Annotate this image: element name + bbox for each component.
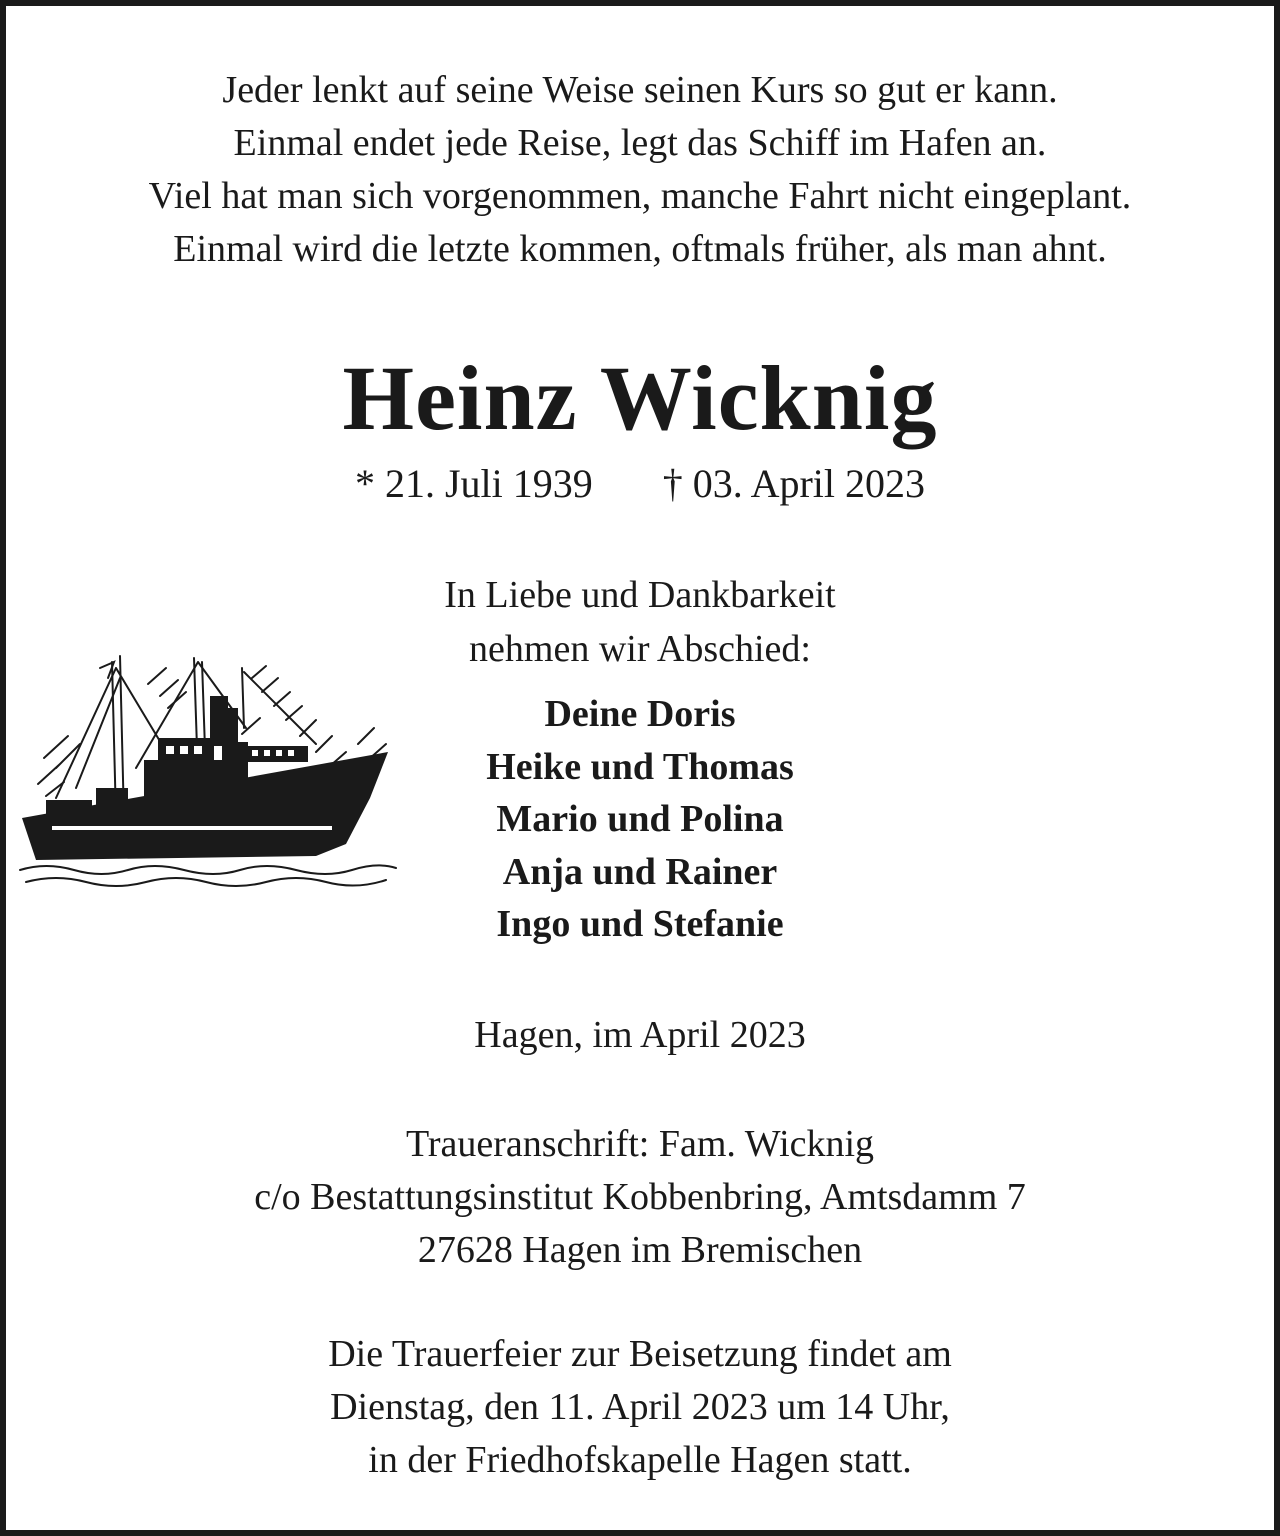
service-line: in der Friedhofskapelle Hagen statt. xyxy=(368,1439,912,1481)
service-line: Dienstag, den 11. April 2023 um 14 Uhr, xyxy=(330,1386,950,1428)
poem-line: Einmal wird die letzte kommen, oftmals früher, als man ahnt. xyxy=(173,228,1107,270)
place-date: Hagen, im April 2023 xyxy=(474,1014,806,1056)
family-member: Deine Doris xyxy=(544,693,736,735)
service-line: Die Trauerfeier zur Beisetzung findet am xyxy=(328,1333,952,1375)
family-member: Heike und Thomas xyxy=(486,745,794,788)
address-line: c/o Bestattungsinstitut Kobbenbring, Amtsdamm 7 xyxy=(254,1176,1026,1218)
poem-line: Jeder lenkt auf seine Weise seinen Kurs so gut er kann. xyxy=(222,69,1058,111)
farewell-intro-line: In Liebe und Dankbarkeit xyxy=(444,574,836,616)
death-date: † 03. April 2023 xyxy=(662,461,926,506)
address-line: Traueranschrift: Fam. Wicknig xyxy=(405,1123,875,1165)
family-member: Mario und Polina xyxy=(496,798,784,840)
poem-line: Einmal endet jede Reise, legt das Schiff im Hafen an. xyxy=(233,122,1047,164)
poem xyxy=(6,64,1274,276)
family-member: Anja und Rainer xyxy=(502,850,778,893)
funeral-service-info xyxy=(6,1328,1274,1487)
family-member: Ingo und Stefanie xyxy=(496,903,784,945)
deceased-name: Heinz Wicknig xyxy=(342,347,938,449)
farewell-intro-line: nehmen wir Abschied: xyxy=(469,628,811,670)
mourning-address xyxy=(6,1118,1274,1277)
life-dates xyxy=(6,458,1274,510)
address-line: 27628 Hagen im Bremischen xyxy=(417,1229,863,1271)
poem-line: Viel hat man sich vorgenommen, manche Fahrt nicht eingeplant. xyxy=(148,175,1132,217)
birth-date: * 21. Juli 1939 xyxy=(354,461,593,506)
family-list xyxy=(6,688,1274,951)
